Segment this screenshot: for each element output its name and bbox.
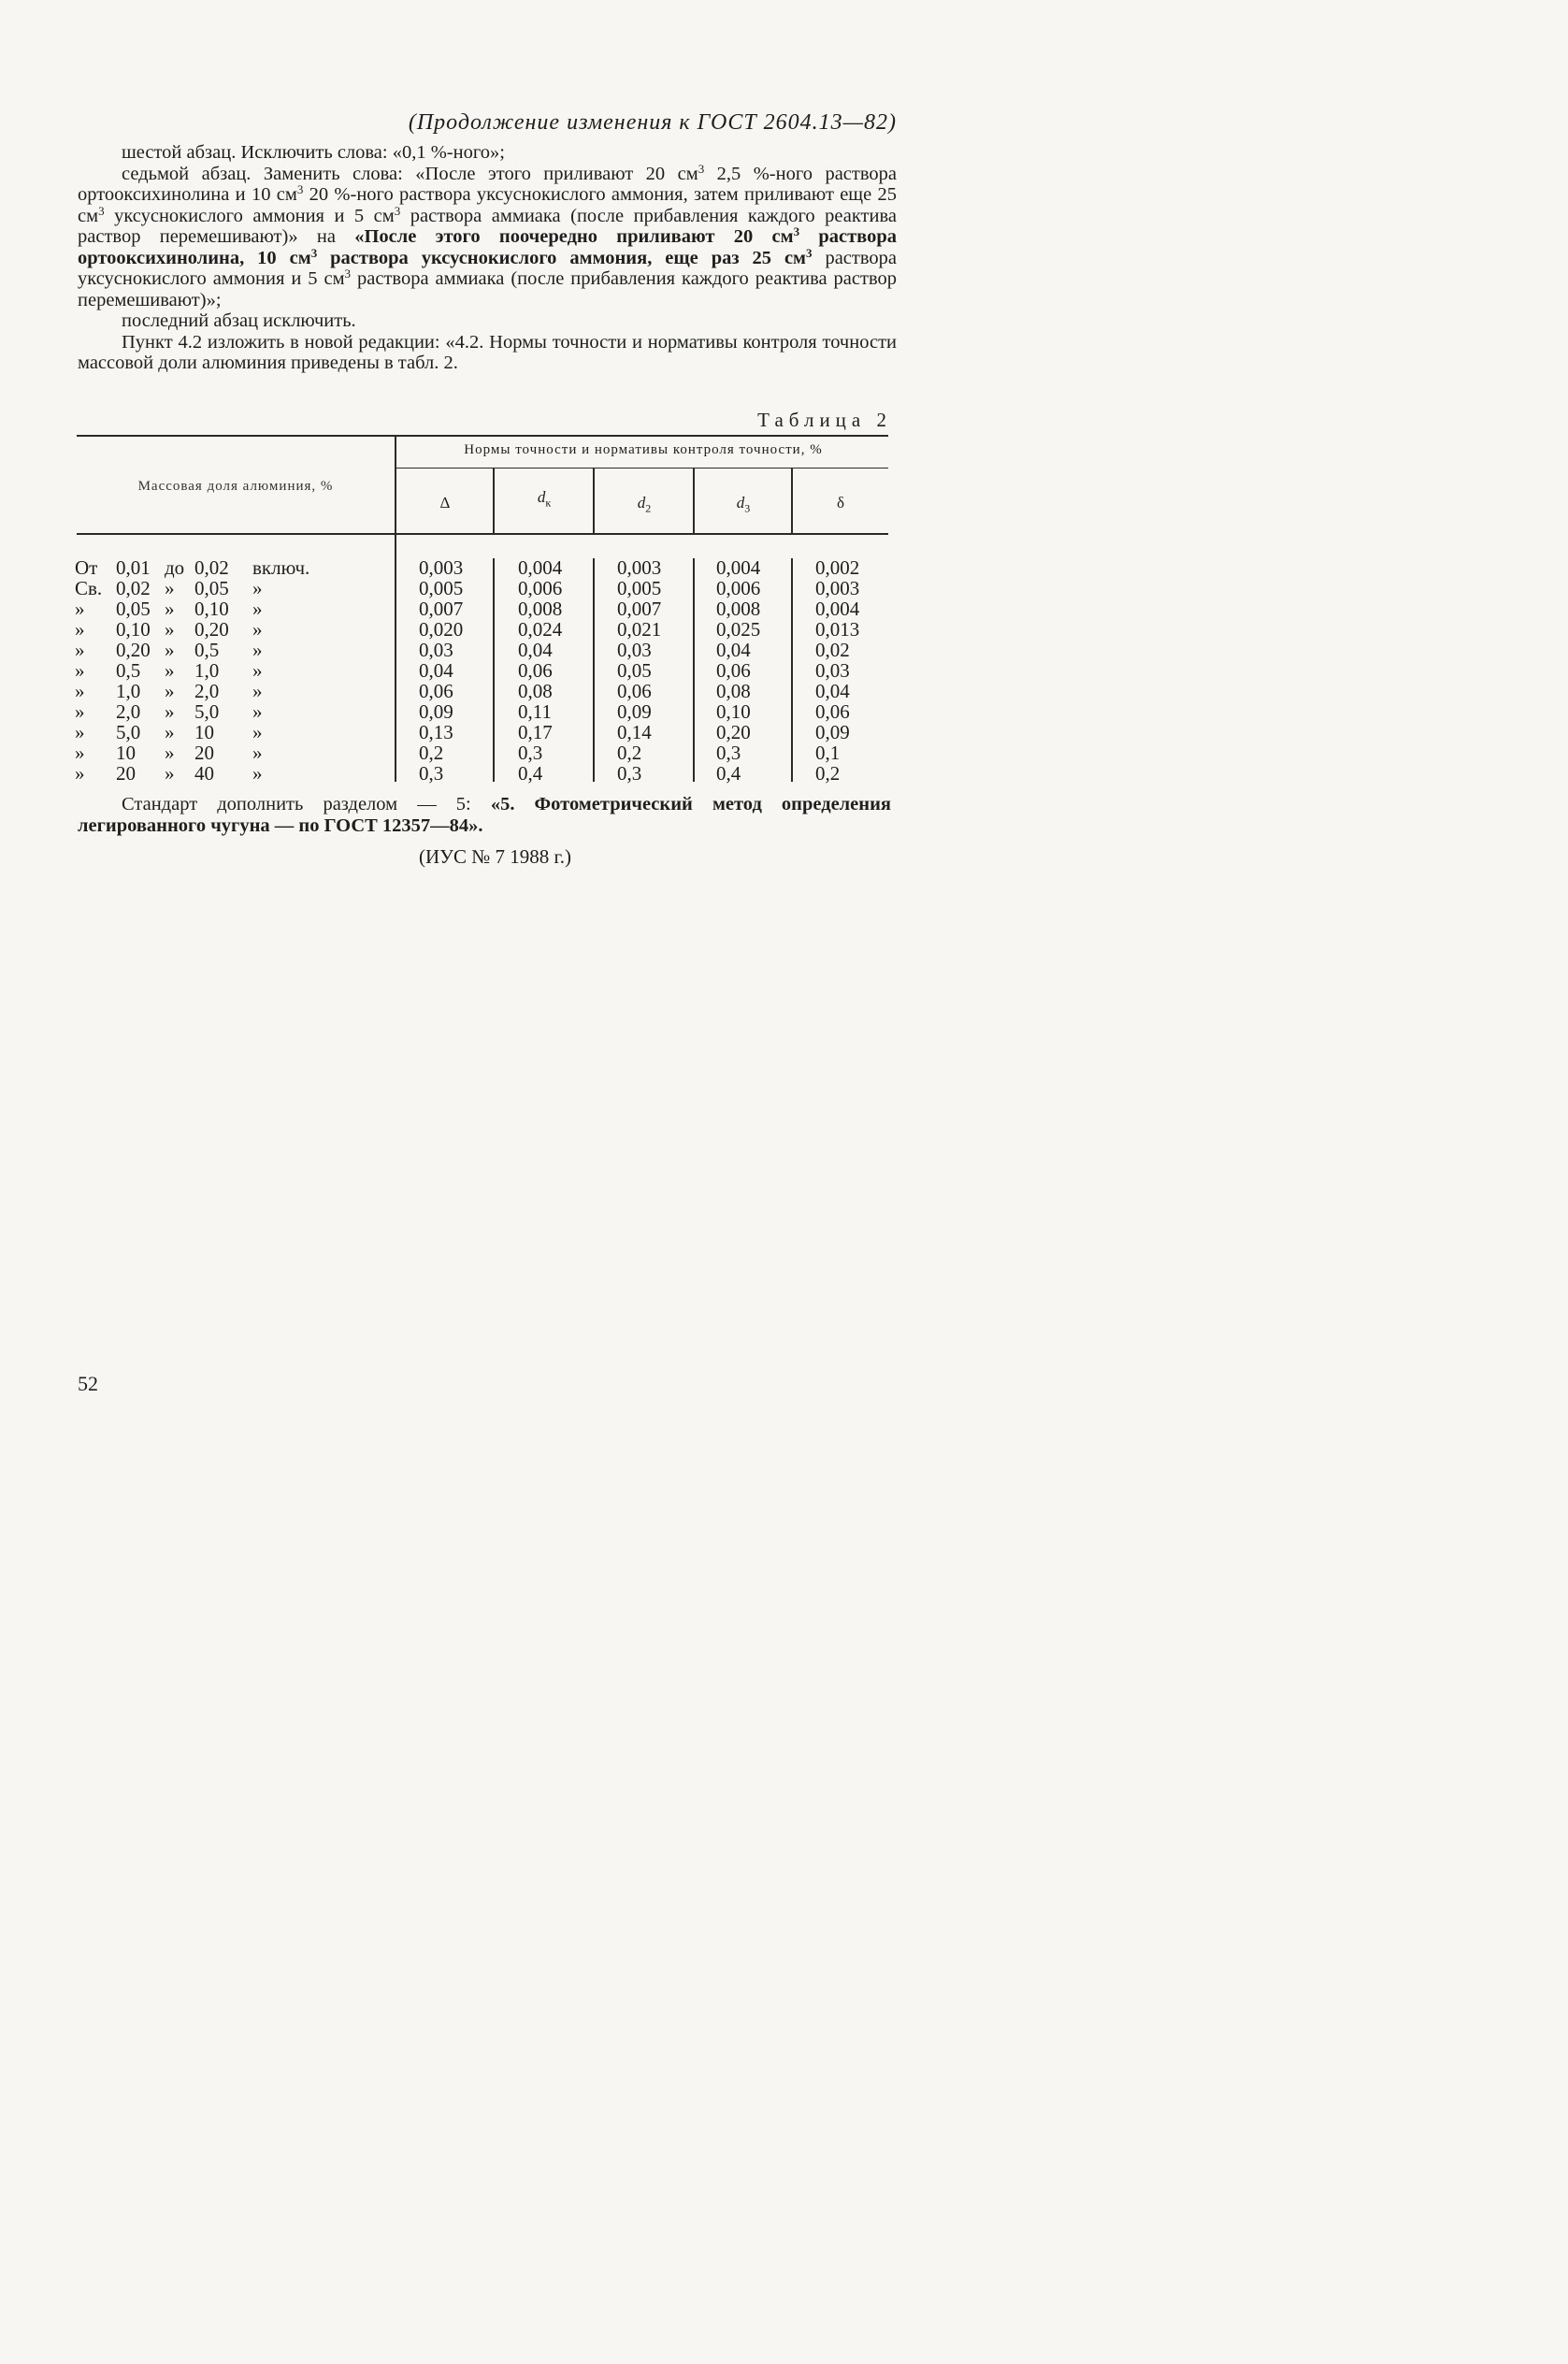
body-text	[78, 142, 897, 374]
range-lo: 0,10	[116, 618, 151, 641]
cell-dk: 0,4	[518, 762, 543, 785]
cell-delta: 0,03	[419, 639, 453, 661]
range-lo: 20	[116, 762, 136, 785]
range-tail: »	[252, 577, 263, 599]
cell-delta: 0,003	[419, 556, 464, 579]
range-mk: »	[75, 721, 85, 743]
cell-d3: 0,4	[716, 762, 741, 785]
cell-d2: 0,14	[617, 721, 652, 743]
column-header-d3: $d_3$	[736, 494, 751, 515]
cell-d2: 0,005	[617, 577, 662, 599]
document-page	[0, 0, 990, 1496]
range-hi: 10	[194, 721, 214, 743]
range-mk2: до	[165, 556, 185, 579]
cell-d2: 0,06	[617, 680, 652, 702]
cell-d3: 0,3	[716, 742, 741, 764]
range-lo: 1,0	[116, 680, 141, 702]
cell-sigma: 0,02	[815, 639, 850, 661]
range-hi: 20	[194, 742, 214, 764]
table-row-header: Массовая доля алюминия, %	[137, 479, 334, 494]
cell-range	[75, 557, 383, 578]
paragraph-sixth: шестой абзац. Исключить слова: «0,1 %-ного»;	[122, 142, 505, 163]
range-tail: »	[252, 618, 263, 641]
range-mk: От	[75, 556, 98, 579]
column-header-delta: Δ	[439, 494, 451, 512]
range-lo: 0,02	[116, 577, 151, 599]
cell-sigma: 0,002	[815, 556, 860, 579]
cell-range	[75, 742, 383, 763]
cell-d2: 0,2	[617, 742, 642, 764]
range-lo: 5,0	[116, 721, 141, 743]
cell-d3: 0,10	[716, 700, 751, 723]
range-tail: »	[252, 742, 263, 764]
bulletin-reference: (ИУС № 7 1988 г.)	[418, 845, 572, 868]
cell-d3: 0,20	[716, 721, 751, 743]
range-lo: 0,5	[116, 659, 141, 682]
paragraph-4-2: Пункт 4.2 изложить в новой редакции: «4.2. Нормы точности и нормативы контроля точности массовой доли алюминия приведены в табл. 2.	[78, 331, 897, 373]
range-lo: 0,20	[116, 639, 151, 661]
cell-sigma: 0,1	[815, 742, 841, 764]
cell-d2: 0,3	[617, 762, 642, 785]
cell-delta: 0,06	[419, 680, 453, 702]
range-mk: »	[75, 659, 85, 682]
range-mk: »	[75, 762, 85, 785]
cell-d2: 0,021	[617, 618, 662, 641]
range-hi: 0,05	[194, 577, 229, 599]
cell-d2: 0,09	[617, 700, 652, 723]
cell-d2: 0,05	[617, 659, 652, 682]
cell-sigma: 0,013	[815, 618, 860, 641]
range-mk2: »	[165, 598, 175, 620]
cell-d2: 0,007	[617, 598, 662, 620]
range-lo: 10	[116, 742, 136, 764]
range-mk2: »	[165, 577, 175, 599]
cell-range	[75, 681, 383, 701]
cell-dk: 0,08	[518, 680, 553, 702]
cell-sigma: 0,003	[815, 577, 860, 599]
table-col-divider	[693, 558, 695, 782]
range-tail: »	[252, 639, 263, 661]
table-col-divider	[791, 558, 793, 782]
range-tail: »	[252, 721, 263, 743]
range-lo: 2,0	[116, 700, 141, 723]
table-col-divider	[395, 436, 396, 782]
range-tail: »	[252, 680, 263, 702]
cell-d2: 0,003	[617, 556, 662, 579]
range-hi: 40	[194, 762, 214, 785]
cell-d3: 0,08	[716, 680, 751, 702]
range-mk2: »	[165, 639, 175, 661]
range-hi: 0,02	[194, 556, 229, 579]
range-tail: »	[252, 700, 263, 723]
range-mk2: »	[165, 680, 175, 702]
cell-dk: 0,006	[518, 577, 563, 599]
cell-sigma: 0,06	[815, 700, 850, 723]
range-hi: 0,10	[194, 598, 229, 620]
paragraph-seventh: седьмой абзац. Заменить слова: «После этого приливают 20 $см^3$ 2,5 %-ного раствора ортооксихинолина и 10 $см^3$ 20 %-ного раствора уксуснокислого аммония, затем приливают еще 25 $см^3$ уксуснокислого аммония и 5 $см^3$ раствора аммиака (после прибавления каждого реактива раствор перемешивают)» на «После этого поочередно приливают 20 $см^3$ раствора ортооксихинолина, 10 $см^3$ раствора уксуснокислого аммония, еще раз 25 $см^3$ раствора уксуснокислого аммония и 5 $см^3$ раствора аммиака (после прибавления каждого реактива раствор перемешивают)»;	[78, 161, 898, 310]
range-hi: 5,0	[194, 700, 220, 723]
cell-d3: 0,004	[716, 556, 761, 579]
paragraph-last: последний абзац исключить.	[122, 310, 356, 331]
range-lo: 0,01	[116, 556, 151, 579]
replacement-text: «После этого поочередно приливают 20 $см^3$ раствора ортооксихинолина, 10 $см^3$ раствора уксуснокислого аммония, еще раз 25 $см^3$	[78, 224, 898, 268]
cell-delta: 0,005	[419, 577, 464, 599]
range-mk2: »	[165, 762, 175, 785]
cell-dk: 0,11	[518, 700, 552, 723]
range-mk: »	[75, 742, 85, 764]
cell-dk: 0,024	[518, 618, 563, 641]
header-bottom-rule	[77, 533, 888, 535]
cell-d3: 0,04	[716, 639, 751, 661]
page-number: 52	[78, 1372, 98, 1395]
range-mk: »	[75, 700, 85, 723]
table-top-rule	[77, 435, 888, 437]
range-mk: Св.	[75, 577, 103, 599]
range-hi: 0,5	[194, 639, 220, 661]
cell-delta: 0,2	[419, 742, 444, 764]
table-col-divider	[493, 558, 495, 782]
cell-dk: 0,04	[518, 639, 553, 661]
range-hi: 1,0	[194, 659, 220, 682]
cell-dk: 0,17	[518, 721, 553, 743]
range-mk2: »	[165, 721, 175, 743]
range-lo: 0,05	[116, 598, 151, 620]
table-col-divider	[593, 558, 595, 782]
cell-dk: 0,008	[518, 598, 563, 620]
cell-sigma: 0,2	[815, 762, 841, 785]
cell-dk: 0,06	[518, 659, 553, 682]
cell-dk: 0,3	[518, 742, 543, 764]
cell-sigma: 0,09	[815, 721, 850, 743]
footer-text	[78, 794, 891, 836]
cell-range	[75, 660, 383, 681]
cell-range	[75, 598, 383, 619]
range-hi: 0,20	[194, 618, 229, 641]
cell-sigma: 0,03	[815, 659, 850, 682]
cell-delta: 0,09	[419, 700, 453, 723]
table-caption: Таблица 2	[757, 409, 892, 431]
cell-sigma: 0,04	[815, 680, 850, 702]
cell-dk: 0,004	[518, 556, 563, 579]
range-mk2: »	[165, 700, 175, 723]
range-tail: включ.	[252, 556, 310, 579]
cell-sigma: 0,004	[815, 598, 860, 620]
cell-range	[75, 701, 383, 722]
range-mk2: »	[165, 618, 175, 641]
column-header-sigma: δ	[836, 494, 844, 512]
cell-range	[75, 722, 383, 742]
range-mk: »	[75, 618, 85, 641]
column-header-d2: $d_2$	[637, 494, 652, 515]
range-tail: »	[252, 762, 263, 785]
cell-range	[75, 763, 383, 784]
range-mk: »	[75, 598, 85, 620]
cell-d3: 0,008	[716, 598, 761, 620]
cell-delta: 0,007	[419, 598, 464, 620]
table-group-header: Нормы точности и нормативы контроля точности, %	[464, 442, 823, 457]
cell-d2: 0,03	[617, 639, 652, 661]
page-header: (Продолжение изменения к ГОСТ 2604.13—82)	[408, 110, 897, 135]
cell-delta: 0,020	[419, 618, 464, 641]
cell-delta: 0,13	[419, 721, 453, 743]
cell-delta: 0,04	[419, 659, 453, 682]
range-mk: »	[75, 639, 85, 661]
cell-range	[75, 619, 383, 640]
cell-range	[75, 640, 383, 660]
cell-range	[75, 578, 383, 598]
range-mk2: »	[165, 659, 175, 682]
column-header-dk: $d_к$	[537, 488, 552, 510]
cell-d3: 0,006	[716, 577, 761, 599]
range-mk: »	[75, 680, 85, 702]
range-mk2: »	[165, 742, 175, 764]
cell-delta: 0,3	[419, 762, 444, 785]
cell-d3: 0,06	[716, 659, 751, 682]
paragraph-addition: Стандарт дополнить разделом — 5: «5. Фотометрический метод определения легированного чугуна — по ГОСТ 12357—84».	[78, 794, 891, 836]
range-hi: 2,0	[194, 680, 220, 702]
range-tail: »	[252, 659, 263, 682]
cell-d3: 0,025	[716, 618, 761, 641]
range-tail: »	[252, 598, 263, 620]
